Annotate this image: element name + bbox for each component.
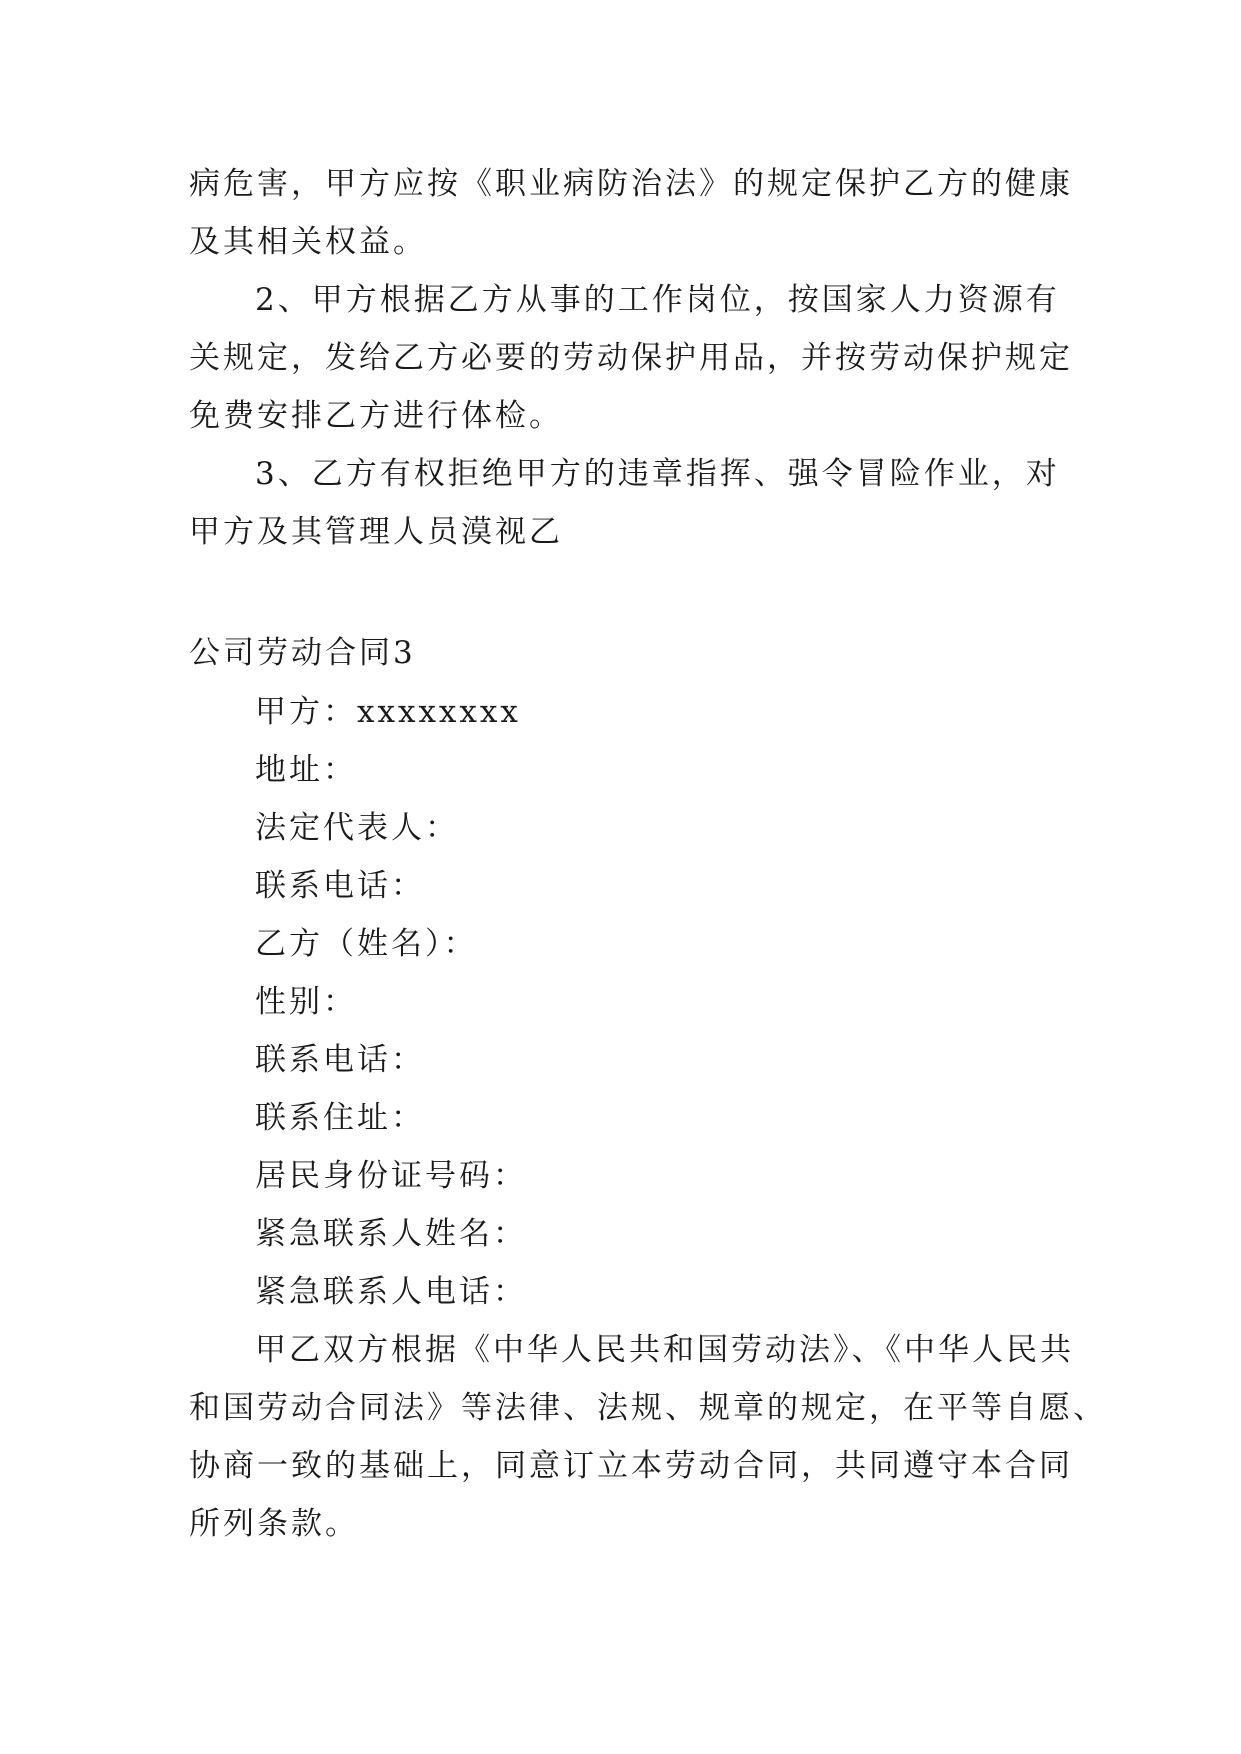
field-address: 地址：	[255, 752, 357, 788]
paragraph-line: 2、甲方根据乙方从事的工作岗位，按国家人力资源有	[255, 282, 1060, 318]
field-party-b-phone: 联系电话：	[255, 1042, 425, 1078]
field-party-b-name: 乙方（姓名）：	[255, 926, 478, 962]
paragraph-line: 协商一致的基础上，同意订立本劳动合同，共同遵守本合同	[189, 1448, 1073, 1484]
paragraph-occupational-health	[189, 155, 1073, 271]
paragraph-line: 甲乙双方根据《中华人民共和国劳动法》、《中华人民共	[255, 1332, 1074, 1368]
paragraph-line: 病危害，甲方应按《职业病防治法》的规定保护乙方的健康	[189, 166, 1073, 202]
contract-heading: 公司劳动合同3	[189, 635, 416, 671]
closing-section	[189, 1321, 1107, 1553]
paragraph-protective-equipment	[189, 271, 1073, 445]
field-party-b-address: 联系住址：	[255, 1100, 425, 1136]
paragraph-line: 甲方及其管理人员漠视乙	[189, 514, 563, 550]
field-legal-representative: 法定代表人：	[255, 810, 459, 846]
paragraph-line: 关规定，发给乙方必要的劳动保护用品，并按劳动保护规定	[189, 340, 1073, 376]
paragraph-line: 和国劳动合同法》等法律、法规、规章的规定，在平等自愿、	[189, 1390, 1107, 1426]
field-party-a: 甲方：xxxxxxxx	[255, 694, 521, 730]
paragraph-agreement-basis	[189, 1321, 1107, 1553]
field-gender: 性别：	[255, 984, 357, 1020]
paragraph-line: 3、乙方有权拒绝甲方的违章指挥、强令冒险作业，对	[255, 456, 1060, 492]
field-id-number: 居民身份证号码：	[255, 1158, 527, 1194]
contract-fields-list	[255, 683, 527, 1321]
field-party-a-phone: 联系电话：	[255, 868, 425, 904]
field-emergency-contact-phone: 紧急联系人电话：	[255, 1274, 527, 1310]
paragraph-right-to-refuse	[189, 445, 1060, 561]
paragraph-line: 所列条款。	[189, 1506, 359, 1542]
paragraph-line: 免费安排乙方进行体检。	[189, 398, 563, 434]
top-section	[189, 155, 1073, 561]
paragraph-line: 及其相关权益。	[189, 224, 427, 260]
field-emergency-contact-name: 紧急联系人姓名：	[255, 1216, 527, 1252]
